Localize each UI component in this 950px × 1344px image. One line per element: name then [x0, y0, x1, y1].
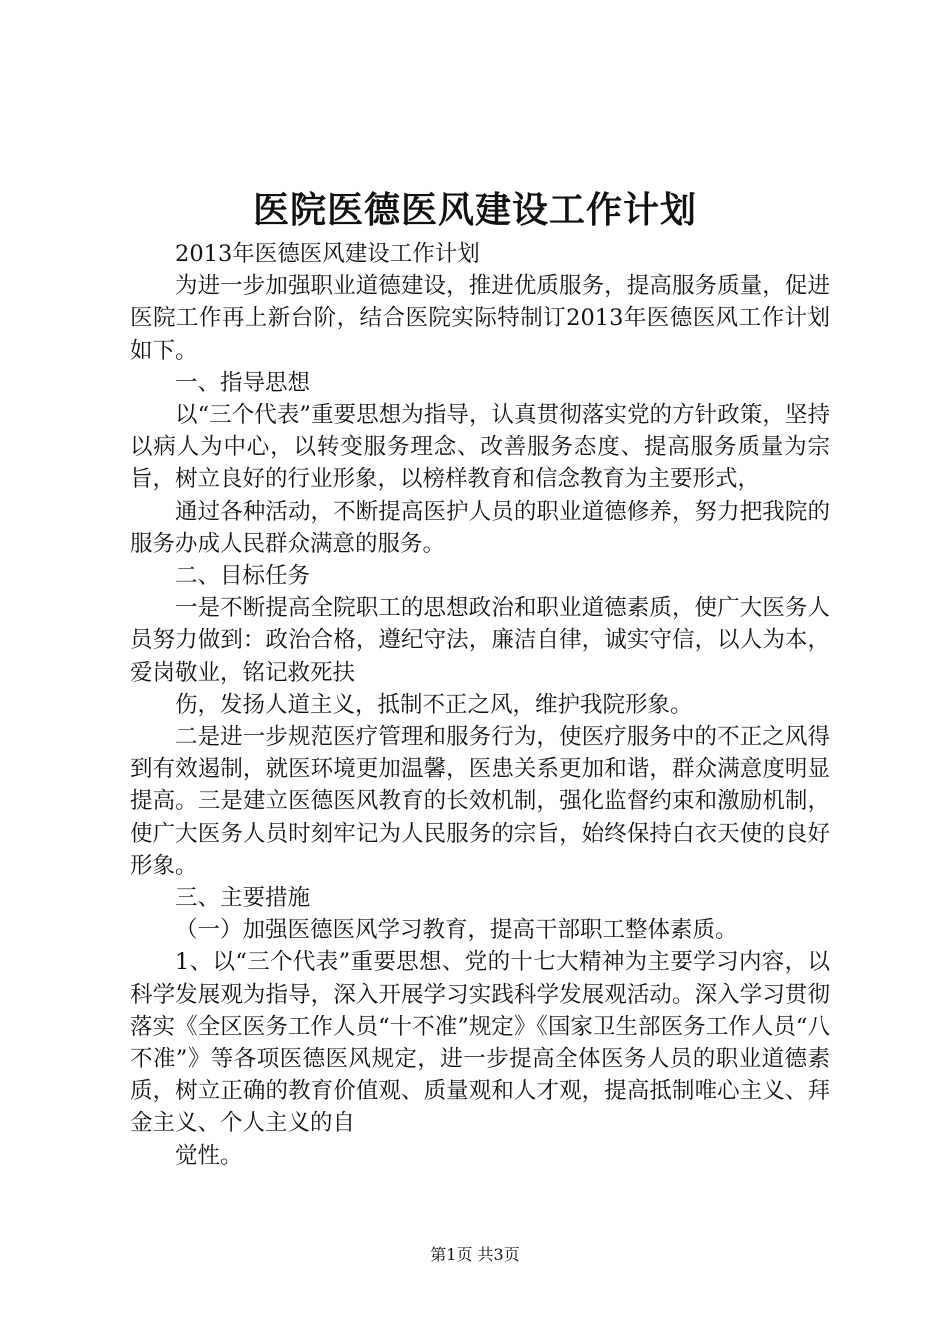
- paragraph-intro: 为进一步加强职业道德建设，推进优质服务，提高服务质量，促进医院工作再上新台阶，结合医院实际特制订2013年医德医风工作计划如下。: [130, 273, 830, 364]
- paragraph-guiding-ideology: 以“三个代表”重要思想为指导，认真贯彻落实党的方针政策，坚持以病人为中心，以转变服务理念、改善服务态度、提高服务质量为宗旨，树立良好的行业形象，以榜样教育和信念教育为主要形式，: [130, 402, 830, 493]
- document-body: [130, 238, 830, 1172]
- paragraph-activities: 通过各种活动，不断提高医护人员的职业道德修养，努力把我院的服务办成人民群众满意的服务。: [130, 498, 830, 557]
- subheading-measure-one: （一）加强医德医风学习教育，提高干部职工整体素质。: [175, 917, 738, 944]
- paragraph-measure-item-one-continued: 觉性。: [175, 1142, 243, 1169]
- paragraph-subtitle: 2013年医德医风建设工作计划: [175, 241, 480, 267]
- section-heading-measures: 三、主要措施: [175, 885, 311, 912]
- section-heading-guiding-ideology: 一、指导思想: [175, 369, 311, 396]
- paragraph-goal-two-three: 二是进一步规范医疗管理和服务行为，使医疗服务中的不正之风得到有效遏制，就医环境更加温馨，医患关系更加和谐，群众满意度明显提高。三是建立医德医风教育的长效机制，强化监督约束和激励机制，使广大医务人员时刻牢记为人民服务的宗旨，始终保持白衣天使的良好形象。: [130, 724, 830, 879]
- paragraph-goal-one: 一是不断提高全院职工的思想政治和职业道德素质，使广大医务人员努力做到：政治合格，遵纪守法，廉洁自律，诚实守信，以人为本，爱岗敬业，铭记救死扶: [130, 595, 830, 686]
- document-title: 医院医德医风建设工作计划: [252, 189, 697, 231]
- page-footer: 第1页 共3页: [430, 1245, 520, 1264]
- paragraph-measure-item-one: 1、以“三个代表”重要思想、党的十七大精神为主要学习内容，以科学发展观为指导，深入开展学习实践科学发展观活动。深入学习贯彻落实《全区医务工作人员“十不准”规定》《国家卫生部医务工作人员“八不准”》等各项医德医风规定，进一步提高全体医务人员的职业道德素质，树立正确的教育价值观、质量观和人才观，提高抵制唯心主义、拜金主义、个人主义的自: [130, 949, 830, 1137]
- paragraph-goal-one-continued: 伤，发扬人道主义，抵制不正之风，维护我院形象。: [175, 691, 693, 718]
- section-heading-goals: 二、目标任务: [175, 563, 311, 590]
